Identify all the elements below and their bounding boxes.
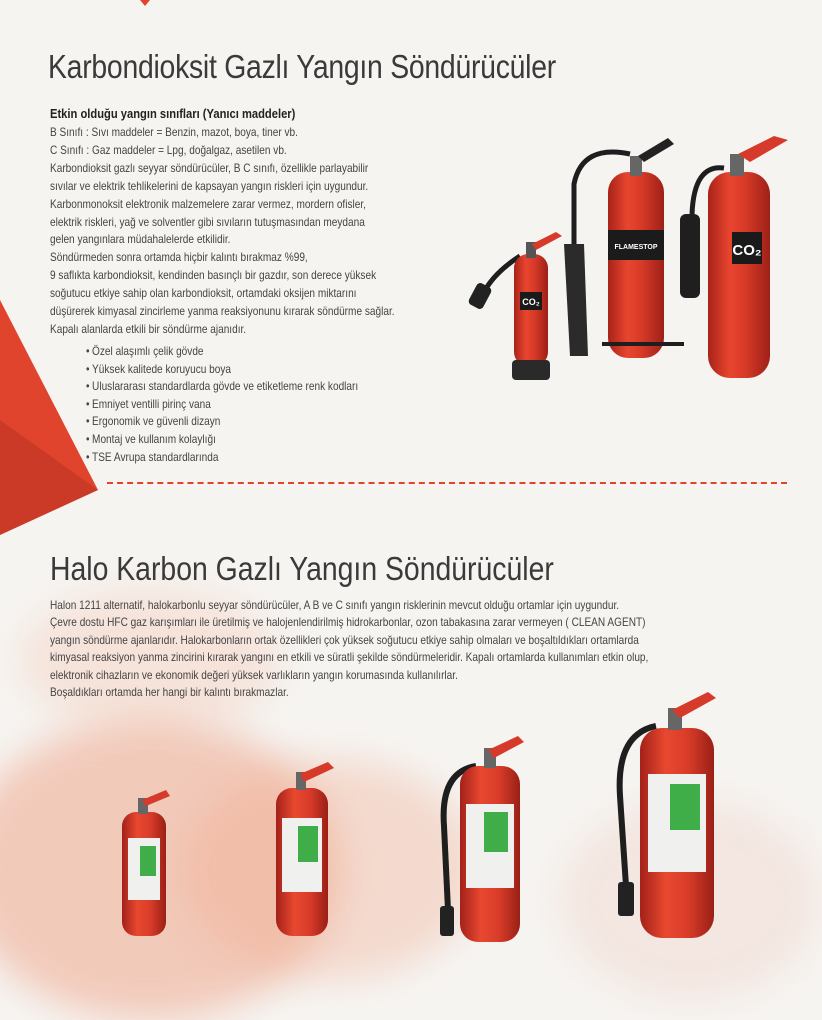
halo-description-line: elektronik cihazların ve ekonomik değeri yüksek varlıkların yangın korumasında kullanılırlar. — [50, 667, 458, 682]
halo-description-line: Çevre dostu HFC gaz karışımları ile üretilmiş ve halojenlendirilmiş hidrokarbonlar, ozon tabakasına zarar vermeyen ( CLEAN AGENT) — [50, 615, 646, 630]
co2-fire-classes-subtitle: Etkin olduğu yangın sınıfları (Yanıcı maddeler) — [50, 106, 296, 121]
co2-description-line: 9 saflıkta karbondioksit, kendinden basınçlı bir gazdır, son derece yüksek — [50, 268, 377, 283]
co2-description-line: sıvılar ve elektrik tehlikelerini de kapsayan yangın riskleri için uygundur. — [50, 178, 369, 193]
co2-description-line: B Sınıfı : Sıvı maddeler = Benzin, mazot, boya, tiner vb. — [50, 125, 298, 139]
halo-extinguisher-hose — [440, 736, 524, 942]
co2-section-title: Karbondioksit Gazlı Yangın Söndürücüler — [48, 48, 556, 85]
co2-description-line: gelen yangınlara müdahalelerde etkilidir. — [50, 232, 231, 247]
halo-description-line: kimyasal reaksiyon yanma zincirini kırarak yangını en etkili ve süratli şekilde söndürmeleridir. Kapalı ortamlarda kullanımları etkin olup, — [50, 650, 649, 665]
small-co2-label: CO₂ — [522, 297, 540, 307]
feature-item: • Uluslararası standardlarda gövde ve etiketleme renk kodları — [86, 378, 358, 396]
feature-item: • Yüksek kalitede koruyucu boya — [86, 361, 358, 379]
halo-description-line: yangın söndürme ajanlarıdır. Halokarbonların ortak özellikleri çok yüksek soğutucu etkiye sahip olmaları ve boşaltıldıkları ortamlarda — [50, 632, 639, 647]
halo-extinguisher-small — [122, 790, 170, 936]
co2-description-line: C Sınıfı : Gaz maddeler = Lpg, doğalgaz, asetilen vb. — [50, 142, 287, 157]
feature-item: • TSE Avrupa standardlarında — [86, 449, 358, 467]
large-co2-label: CO₂ — [732, 242, 762, 259]
halo-description-line: Boşaldıkları ortamda her hangi bir kalıntı bırakmazlar. — [50, 685, 289, 700]
co2-description-line: Karbonmonoksit elektronik malzemelere zarar vermez, mordern ofisler, — [50, 196, 366, 211]
feature-item: • Emniyet ventilli pirinç vana — [86, 396, 358, 414]
halo-extinguisher-large — [618, 692, 716, 938]
co2-description-line: Kapalı alanlarda etkili bir söndürme ajanıdır. — [50, 321, 247, 336]
flamestop-label: FLAMESTOP — [614, 244, 658, 251]
halo-extinguishers-image — [110, 686, 730, 950]
co2-extinguishers-image — [462, 124, 802, 386]
halo-section-title: Halo Karbon Gazlı Yangın Söndürücüler — [50, 550, 554, 587]
co2-description-line: Söndürmeden sonra ortamda hiçbir kalıntı bırakmaz %99, — [50, 250, 308, 265]
co2-feature-list — [86, 343, 410, 466]
feature-item: • Montaj ve kullanım kolaylığı — [86, 431, 358, 449]
section-divider — [107, 482, 787, 484]
feature-item: • Ergonomik ve güvenli dizayn — [86, 413, 358, 431]
halo-extinguisher-medium — [276, 762, 334, 936]
co2-description-line: Karbondioksit gazlı seyyar söndürücüler, B C sınıfı, özellikle parlayabilir — [50, 160, 369, 175]
co2-description-line: düşürerek kimyasal zincirleme yanma reaksiyonunu kırarak söndürme sağlar. — [50, 304, 395, 319]
co2-description — [50, 124, 530, 339]
feature-item: • Özel alaşımlı çelik gövde — [86, 343, 358, 361]
halo-description-line: Halon 1211 alternatif, halokarbonlu seyyar söndürücüler, A B ve C sınıfı yangın risklerinin mevcut olduğu ortamlar için uygundur. — [50, 598, 620, 612]
co2-description-line: elektrik riskleri, yağ ve solventler gibi sıvıların tutuşmasından meydana — [50, 214, 365, 229]
co2-description-line: soğutucu etkiye sahip olan karbondioksit, ortamdaki oksijen miktarını — [50, 286, 357, 301]
small-co2-extinguisher — [467, 232, 562, 380]
